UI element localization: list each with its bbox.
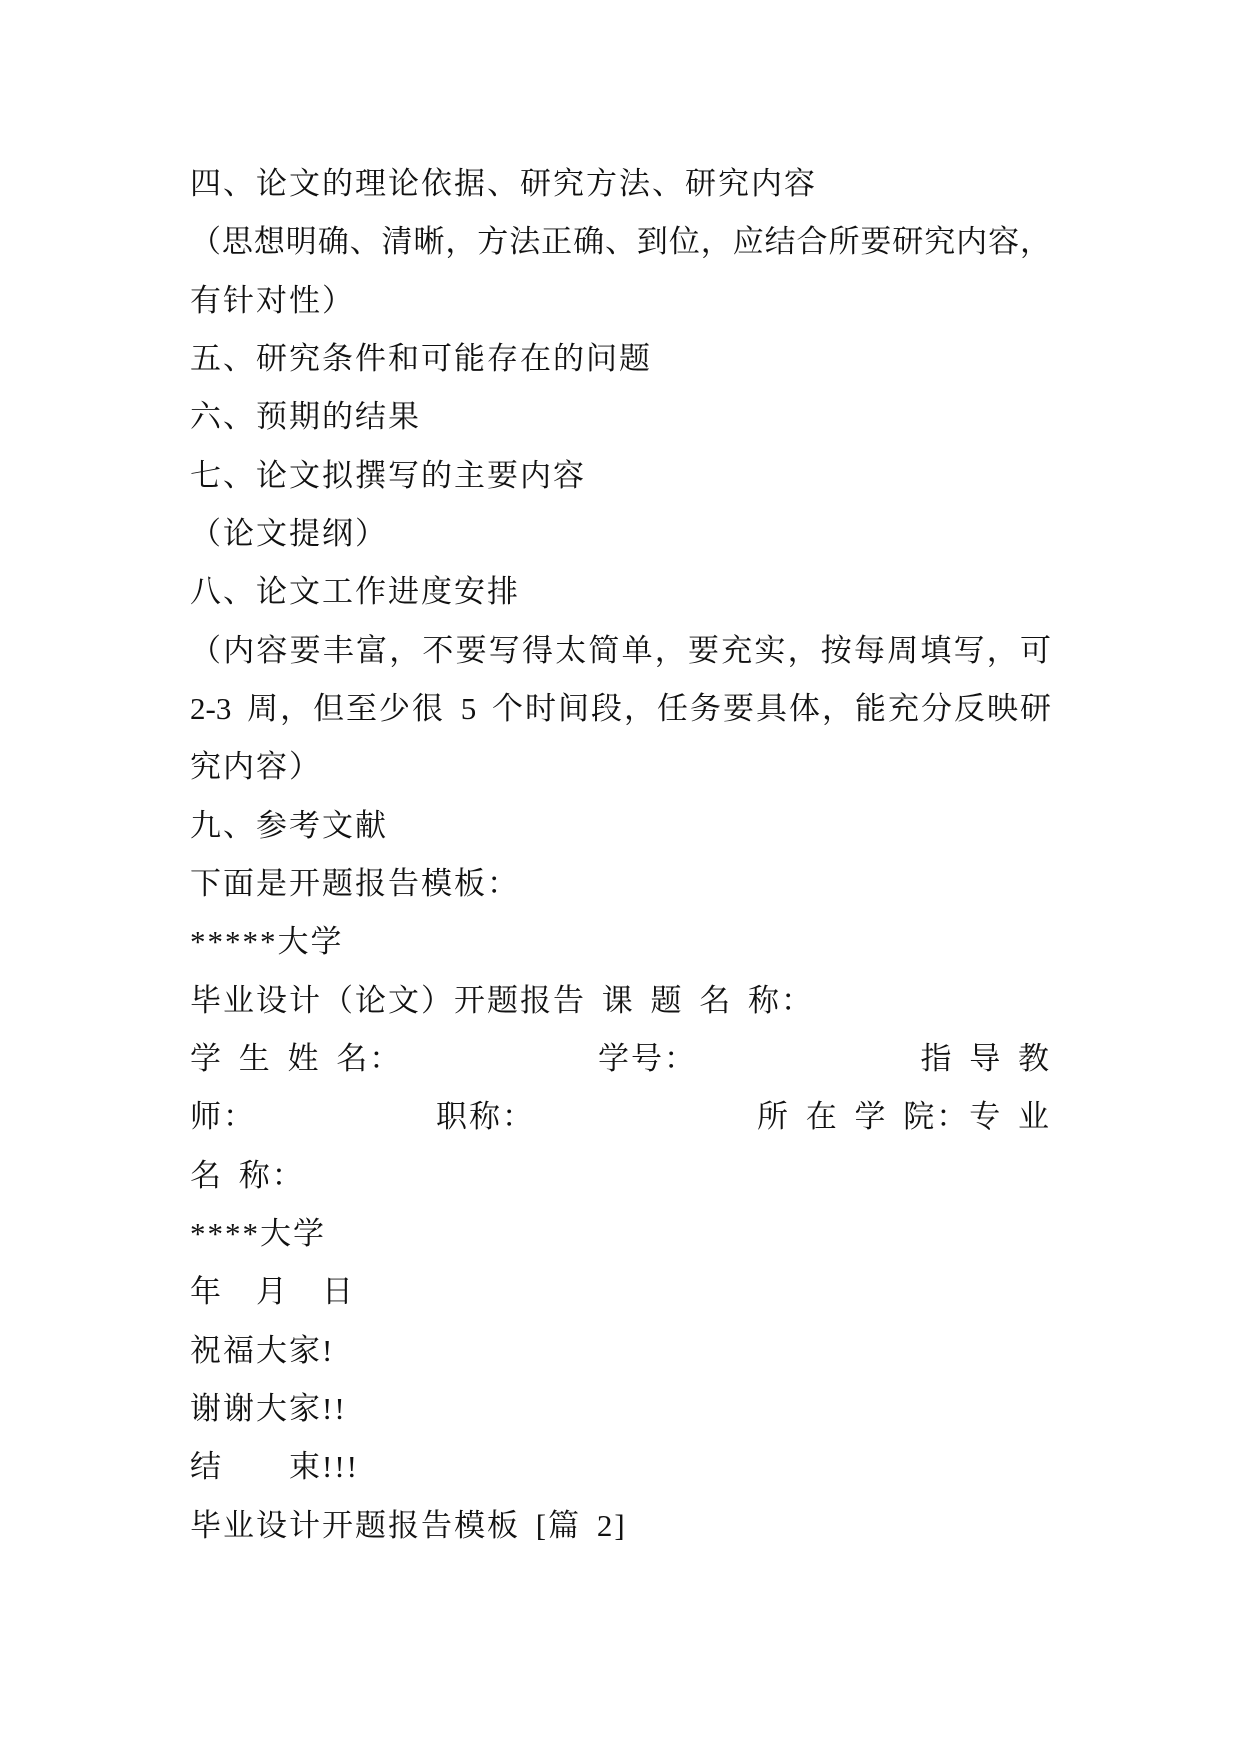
date-line: 年 月 日: [190, 1274, 355, 1310]
student-name-label: 学 生 姓 名：: [190, 1040, 403, 1076]
form-row-advisor-info: [190, 1088, 1051, 1146]
section-4-heading: 四、论文的理论依据、研究方法、研究内容: [190, 166, 817, 201]
section-7-note: （论文提纲）: [190, 515, 388, 551]
student-id-label: 学号：: [598, 1040, 697, 1076]
section-4-note-line-1: （思想明确、清晰，方法正确、到位，应结合所要研究内容，: [190, 224, 1051, 260]
section-8-note-line-3: 究内容）: [190, 749, 322, 785]
section-4-note-line-2: 有针对性）: [190, 282, 355, 318]
university-name: *****大学: [190, 924, 344, 960]
title-label: 职称：: [436, 1099, 535, 1135]
section-8-note-line-1: （内容要丰富，不要写得太简单，要充实，按每周填写，可: [190, 632, 1051, 668]
major-label-end: 名 称：: [190, 1157, 305, 1193]
thanks-line: 谢谢大家!!: [190, 1390, 347, 1426]
university-name-footer: ****大学: [190, 1215, 326, 1251]
section-9-heading: 九、参考文献: [190, 807, 388, 843]
section-6-heading: 六、预期的结果: [190, 399, 421, 435]
blessing-line: 祝福大家!: [190, 1332, 335, 1368]
advisor-label-end: 师：: [190, 1099, 256, 1135]
section-8-heading: 八、论文工作进度安排: [190, 574, 520, 610]
college-major-label: 所 在 学 院：专 业: [757, 1099, 1051, 1135]
document-body: [190, 155, 1051, 1555]
form-row-student-info: [190, 1030, 1051, 1088]
report-title-line: 毕业设计（论文）开题报告 课 题 名 称：: [190, 982, 814, 1018]
next-template-heading: 毕业设计开题报告模板 [篇 2]: [190, 1507, 627, 1543]
template-intro: 下面是开题报告模板：: [190, 865, 520, 901]
section-8-note-line-2: 2-3 周，但至少很 5 个时间段，任务要具体，能充分反映研: [190, 690, 1051, 726]
end-line: 结 束!!!: [190, 1449, 359, 1485]
section-5-heading: 五、研究条件和可能存在的问题: [190, 340, 652, 376]
advisor-label-start: 指 导 教: [920, 1040, 1051, 1076]
section-7-heading: 七、论文拟撰写的主要内容: [190, 457, 586, 493]
